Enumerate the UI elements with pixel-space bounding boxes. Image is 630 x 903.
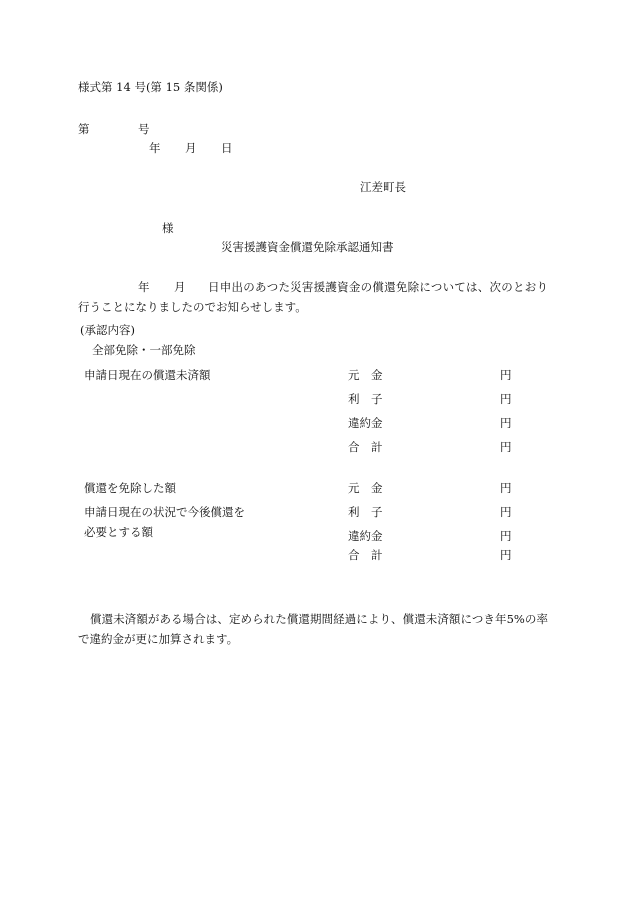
group1-principal-unit: 円 — [500, 368, 512, 382]
document-title: 災害援護資金償還免除承認通知書 — [221, 240, 394, 254]
section-heading: (承認内容) — [80, 323, 135, 337]
group2-label-exempted: 償還を免除した額 — [84, 481, 176, 495]
exemption-type: 全部免除・一部免除 — [92, 343, 196, 357]
document-number-dai: 第 — [78, 122, 90, 136]
group2-interest-unit: 円 — [500, 505, 512, 519]
addressee-honorific: 様 — [162, 221, 174, 235]
date-month: 月 — [185, 141, 197, 155]
date-day: 日 — [221, 141, 233, 155]
form-number-title: 様式第 14 号(第 15 条関係) — [78, 80, 223, 94]
group1-total-label: 合 計 — [348, 440, 383, 454]
group1-interest-label: 利 子 — [348, 392, 383, 406]
date-year: 年 — [149, 141, 161, 155]
group2-label-remaining-1: 申請日現在の状況で今後償還を — [84, 505, 245, 519]
document-number-go: 号 — [138, 122, 150, 136]
group1-label: 申請日現在の償還未済額 — [84, 368, 211, 382]
group1-principal-label: 元 金 — [348, 368, 383, 382]
group2-penalty-unit: 円 — [500, 529, 512, 543]
group2-interest-label: 利 子 — [348, 505, 383, 519]
group2-total-unit: 円 — [500, 548, 512, 562]
group1-penalty-unit: 円 — [500, 416, 512, 430]
body-paragraph: 日申出のあつた災害援護資金の償還免除については、次のとおり行うことになりましたのでお知らせします。 — [78, 280, 548, 314]
penalty-note: 償還未済額がある場合は、定められた償還期間経過により、償還未済額につき年5%の率で違約金が更に加算されます。 — [78, 612, 548, 646]
group1-penalty-label: 違約金 — [348, 416, 383, 430]
group2-principal-label: 元 金 — [348, 481, 383, 495]
issuer-name: 江差町長 — [360, 180, 406, 194]
group2-label-remaining-2: 必要とする額 — [84, 525, 153, 539]
group2-total-label: 合 計 — [348, 548, 383, 562]
body-date-month: 月 — [174, 280, 186, 294]
body-date-year: 年 — [138, 280, 150, 294]
group1-total-unit: 円 — [500, 440, 512, 454]
group1-interest-unit: 円 — [500, 392, 512, 406]
group2-principal-unit: 円 — [500, 481, 512, 495]
group2-penalty-label: 違約金 — [348, 529, 383, 543]
